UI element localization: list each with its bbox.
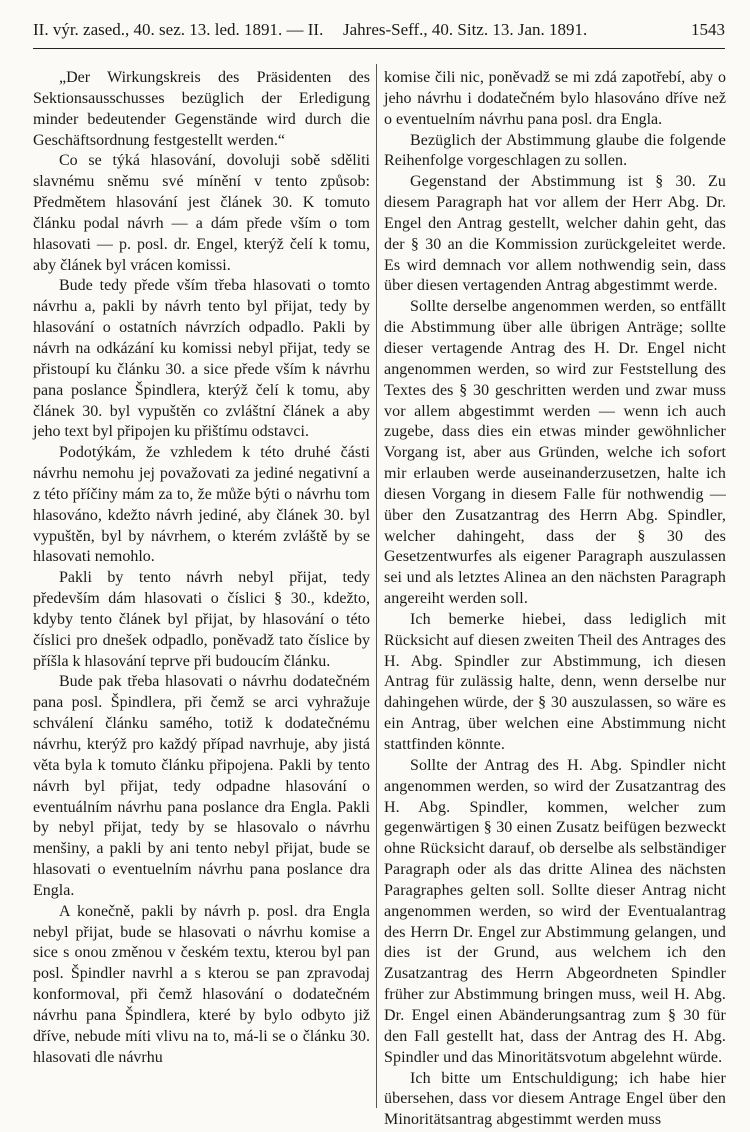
paragraph: Sollte derselbe angenommen werden, so entfällt die Abstimmung über alle übrigen Anträge; sollte dieser vertagende Antrag des H. Dr. Engel nicht angenommen werden, so wird zur Feststellung des Textes des § 30 geschritten werden und zwar muss vor allem abgestimmt werden — wenn ich auch zugebe, dass dies ein etwas minder gewöhnlicher Vorgang ist, aber aus Gründen, welche ich sofort mir erlauben werde auseinanderzusetzen, halte ich diesen Vorgang in diesem Falle für nothwendig — über den Zusatzantrag des Herrn Abg. Spindler, welcher dahingeht, dass der § 30 des Gesetzentwurfes als eigener Paragraph auszulassen sei und als letztes Alinea an den nächsten Paragraph angereiht werden soll. <box>384 298 726 608</box>
paragraph: Bude pak třeba hlasovati o návrhu dodatečném pana posl. Špindlera, při čemž se arci vyhražuje schválení článku samého, totiž k dodatečnému návrhu, kterýž pro každý případ navrhuje, aby jistá věta byla k tomuto článku připojena. Pakli by tento návrh byl přijat, tedy odpadne hlasování o eventuálním návrhu pana poslance dra Engla. Pakli by nebyl přijat, tedy by se hlasovalo o návrhu menšiny, a pakli by ani tento nebyl přijat, bude se hlasovati o eventuelním návrhu pana poslance dra Engla. <box>33 673 370 899</box>
paragraph: Pakli by tento návrh nebyl přijat, tedy především dám hlasovati o číslici § 30., kdežto, kdyby tento článek byl přijat, by hlasování o této číslici pro dnešek odpadlo, poněvadž tato číslice by příšla k hlasování teprve při budoucím článku. <box>33 569 370 670</box>
page-header <box>33 16 725 49</box>
left-column <box>33 68 370 1108</box>
paragraph: komise čili nic, poněvadž se mi zdá zapotřebí, aby o jeho návrhu i dodatečném bylo hlasováno dříve než o eventuelním návrhu pana posl. dra Engla. <box>384 69 726 128</box>
header-german: Jahres-Seff., 40. Sitz. 13. Jan. 1891. <box>343 20 588 39</box>
right-column <box>384 68 726 1129</box>
paragraph: Bude tedy přede vším třeba hlasovati o tomto návrhu a, pakli by návrh tento byl přijat, tedy by hlasování o ostatních návrzích odpadlo. Pakli by návrh na odkázání ku komissi nebyl přijat, tedy se přistoupí ku článku 30. a sice přede vším k návrhu pana poslance Špindlera, kterýž čelí k tomu, aby článek 30. byl vypuštěn co zvláštní článek a aby jeho text byl připojen ku přištímu odstavci. <box>33 277 370 441</box>
paragraph: A konečně, pakli by návrh p. posl. dra Engla nebyl přijat, bude se hlasovati o návrhu komise a sice s onou změnou v českém textu, kterou byl pan posl. Špindler navrhl a s kterou se pan zpravodaj konformoval, při čemž hlasování o dodatečném návrhu pana Špindlera, které by bylo odbyto již dříve, nebude míti vlivu na to, má-li se o článku 30. hlasovati dle návrhu <box>33 902 370 1066</box>
column-divider <box>376 64 377 1108</box>
paragraph: Bezüglich der Abstimmung glaube die folgende Reihenfolge vorgeschlagen zu sollen. <box>384 131 726 170</box>
paragraph: Gegenstand der Abstimmung ist § 30. Zu diesem Paragraph hat vor allem der Herr Abg. Dr. Engel den Antrag gestellt, welcher dahin geht, das der § 30 an die Kommission zurückgeleitet werde. Es wird demnach vor allem nothwendig sein, dass über diesen vertagenden Antrag abgestimmt werde. <box>384 173 726 295</box>
page-number: 1543 <box>691 20 725 39</box>
paragraph: Ich bitte um Entschuldigung; ich habe hier übersehen, dass vor diesem Antrage Engel über den Minoritätsantrag abgestimmt werden muss <box>384 1069 726 1129</box>
paragraph: Co se týká hlasování, dovoluji sobě sděliti slavnému sněmu své mínění v tento způsob: Předmětem hlasování jest článek 30. K tomuto článku podal návrh — a dám přede vším o tom hlasovati — p. posl. dr. Engel, kterýž čelí k tomu, aby článek byl vrácen komissi. <box>33 152 370 274</box>
paragraph: Sollte der Antrag des H. Abg. Spindler nicht angenommen werden, so wird der Zusatzantrag des H. Abg. Spindler, kommen, welcher zum gegenwärtigen § 30 einen Zusatz beifügen bezweckt ohne Rücksicht darauf, ob derselbe als selbständiger Paragraph oder als das dritte Alinea des nächsten Paragraphes gelten soll. Sollte dieser Antrag nicht angenommen werden, so wird der Eventualantrag des Herrn Dr. Engel zur Abstimmung gelangen, und dies ist der Grund, aus welchem ich den Zusatzantrag des Herrn Abgeordneten Spindler früher zur Abstimmung bringen muss, weil H. Abg. Dr. Engel einen Abänderungsantrag zum § 30 für den Fall gestellt hat, dass der Antrag des H. Abg. Spindler und das Minoritätsvotum abgelehnt würde. <box>384 756 726 1066</box>
header-czech: II. výr. zased., 40. sez. 13. led. 1891. — II. <box>33 20 324 39</box>
paragraph: Ich bemerke hiebei, dass lediglich mit Rücksicht auf diesen zweiten Theil des Antrages des H. Abg. Spindler zur Abstimmung, ich diesen Antrag für zulässig halte, denn, wenn derselbe nur dahingehen würde, der § 30 auszulassen, so wäre es ein Antrag, über welchen eine Abstimmung nicht stattfinden könnte. <box>384 610 726 753</box>
paragraph: „Der Wirkungskreis des Präsidenten des Sektionsausschusses bezüglich der Erledigung minder bedeutender Gegenstände wird durch die Geschäftsordnung festgestellt werden.“ <box>33 69 370 149</box>
paragraph: Podotýkám, že vzhledem k této druhé části návrhu nemohu jej považovati za jediné negativní a z této příčiny mám za to, že může býti o návrhu tom hlasováno, kdežto návrh jediné, aby článek 30. byl vypuštěn, byl by návrhem, o kterém zvláště by se hlasovati nemohlo. <box>33 444 370 566</box>
